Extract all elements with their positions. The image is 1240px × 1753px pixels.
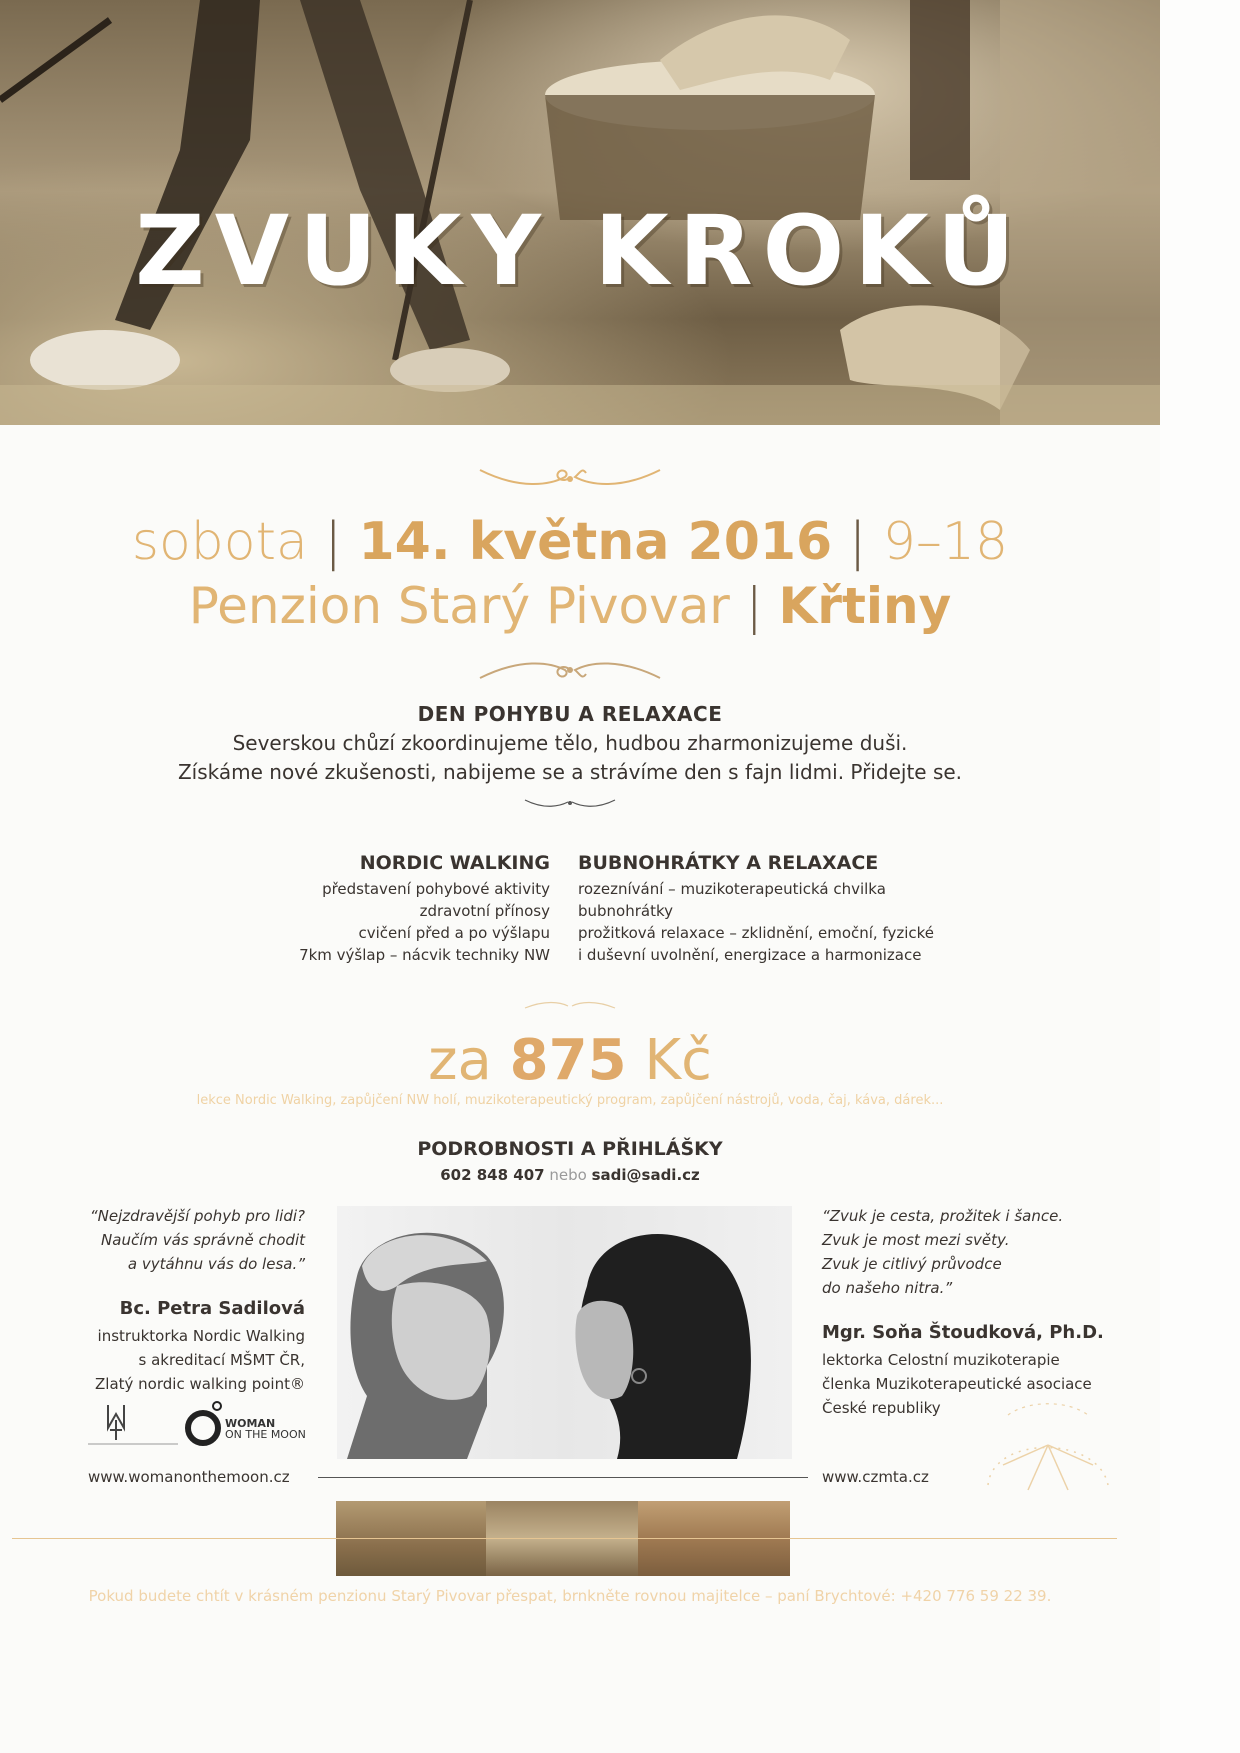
price-currency: Kč bbox=[644, 1028, 712, 1093]
woman-logo-line: ON THE MOON bbox=[225, 1428, 306, 1441]
intro-line-1: Severskou chůzí zkoordinujeme tělo, hudbou zharmonizujeme duši. bbox=[232, 731, 908, 755]
role-line: členka Muzikoterapeutické asociace bbox=[822, 1375, 1092, 1393]
contact-or: nebo bbox=[549, 1166, 587, 1184]
role-line: Zlatý nordic walking point® bbox=[95, 1375, 305, 1393]
quote-line: a vytáhnu vás do lesa.” bbox=[127, 1255, 305, 1273]
program-right-item: prožitková relaxace – zklidnění, emoční, fyzické bbox=[578, 924, 935, 942]
contact-phone[interactable]: 602 848 407 bbox=[440, 1166, 545, 1184]
quote-line: Zvuk je citlivý průvodce bbox=[822, 1255, 1002, 1273]
program-right-heading: BUBNOHRÁTKY A RELAXACE bbox=[578, 852, 879, 874]
event-date: 14. května 2016 bbox=[358, 512, 833, 572]
page-margin bbox=[1160, 0, 1240, 1753]
flourish-ornament-icon bbox=[0, 650, 1140, 694]
divider bbox=[12, 1538, 1117, 1539]
quote-line: Zvuk je most mezi světy. bbox=[822, 1231, 1010, 1249]
event-day: sobota bbox=[131, 512, 308, 572]
left-quote bbox=[60, 1204, 305, 1276]
price bbox=[0, 1028, 1140, 1093]
sun-line-art-icon bbox=[968, 1395, 1128, 1515]
right-quote bbox=[822, 1204, 1122, 1300]
event-venue: Penzion Starý Pivovar bbox=[188, 577, 730, 635]
intro-heading: DEN POHYBU A RELAXACE bbox=[417, 702, 723, 726]
quote-line: “Nejzdravější pohyb pro lidi? bbox=[89, 1207, 305, 1225]
contact-heading: PODROBNOSTI A PŘIHLÁŠKY bbox=[417, 1138, 723, 1160]
hero-title: ZVUKY KROKŮ bbox=[135, 195, 1025, 307]
hero-banner bbox=[0, 0, 1160, 425]
intro-line-2: Získáme nové zkušenosti, nabijeme se a strávíme den s fajn lidmi. Přidejte se. bbox=[177, 760, 963, 784]
program-nordic-walking bbox=[200, 852, 550, 966]
woman-logo-text bbox=[225, 1418, 306, 1440]
program-left-item: zdravotní přínosy bbox=[419, 902, 550, 920]
msmt-logo-icon bbox=[88, 1400, 178, 1448]
price-includes: lekce Nordic Walking, zapůjčení NW holí, muzikoterapeutický program, zapůjčení nástrojů, voda, čaj, káva, dárek... bbox=[196, 1093, 944, 1108]
flourish-ornament-icon bbox=[0, 998, 1140, 1018]
left-person-name: Bc. Petra Sadilová bbox=[119, 1298, 305, 1319]
contact-email[interactable]: sadi@sadi.cz bbox=[591, 1166, 700, 1184]
footer-note: Pokud budete chtít v krásném penzionu Starý Pivovar přespat, brnkněte rovnou majitelce – paní Brychtové: +420 776 59 22 39. bbox=[88, 1587, 1052, 1605]
program-right-item: rozeznívání – muzikoterapeutická chvilka bbox=[578, 880, 886, 898]
program-right-item: i duševní uvolnění, energizace a harmonizace bbox=[578, 946, 922, 964]
role-line: České republiky bbox=[822, 1399, 941, 1417]
role-line: instruktorka Nordic Walking bbox=[97, 1327, 305, 1345]
event-town: Křtiny bbox=[778, 577, 952, 635]
divider bbox=[318, 1477, 808, 1478]
program-left-heading: NORDIC WALKING bbox=[359, 852, 550, 874]
event-time: 9–18 bbox=[882, 512, 1009, 572]
program-drumming bbox=[578, 852, 998, 966]
role-line: lektorka Celostní muzikoterapie bbox=[822, 1351, 1060, 1369]
program-left-item: 7km výšlap – nácvik techniky NW bbox=[299, 946, 550, 964]
event-place-line bbox=[0, 577, 1140, 635]
flourish-ornament-icon bbox=[0, 792, 1140, 816]
price-amount: 875 bbox=[509, 1028, 627, 1093]
portrait-photo bbox=[337, 1206, 792, 1459]
contact-line bbox=[0, 1166, 1140, 1184]
quote-line: “Zvuk je cesta, prožitek i šance. bbox=[822, 1207, 1064, 1225]
program-left-item: cvičení před a po výšlapu bbox=[358, 924, 550, 942]
separator: | bbox=[324, 512, 342, 572]
left-person-role bbox=[60, 1324, 305, 1396]
right-url-link[interactable]: www.czmta.cz bbox=[822, 1468, 929, 1486]
right-person-name: Mgr. Soňa Štoudková, Ph.D. bbox=[822, 1322, 1104, 1343]
separator: | bbox=[848, 512, 867, 572]
price-prefix: za bbox=[428, 1028, 492, 1093]
woman-logo-line: WOMAN bbox=[225, 1417, 276, 1430]
left-url-link[interactable]: www.womanonthemoon.cz bbox=[88, 1468, 290, 1486]
program-left-item: představení pohybové aktivity bbox=[322, 880, 550, 898]
quote-line: Naučím vás správně chodit bbox=[101, 1231, 305, 1249]
flourish-ornament-icon bbox=[0, 455, 1140, 499]
program-right-item: bubnohrátky bbox=[578, 902, 674, 920]
quote-line: do našeho nitra.” bbox=[822, 1279, 953, 1297]
role-line: s akreditací MŠMT ČR, bbox=[138, 1351, 305, 1369]
event-date-line bbox=[0, 512, 1140, 572]
separator: | bbox=[745, 577, 763, 635]
